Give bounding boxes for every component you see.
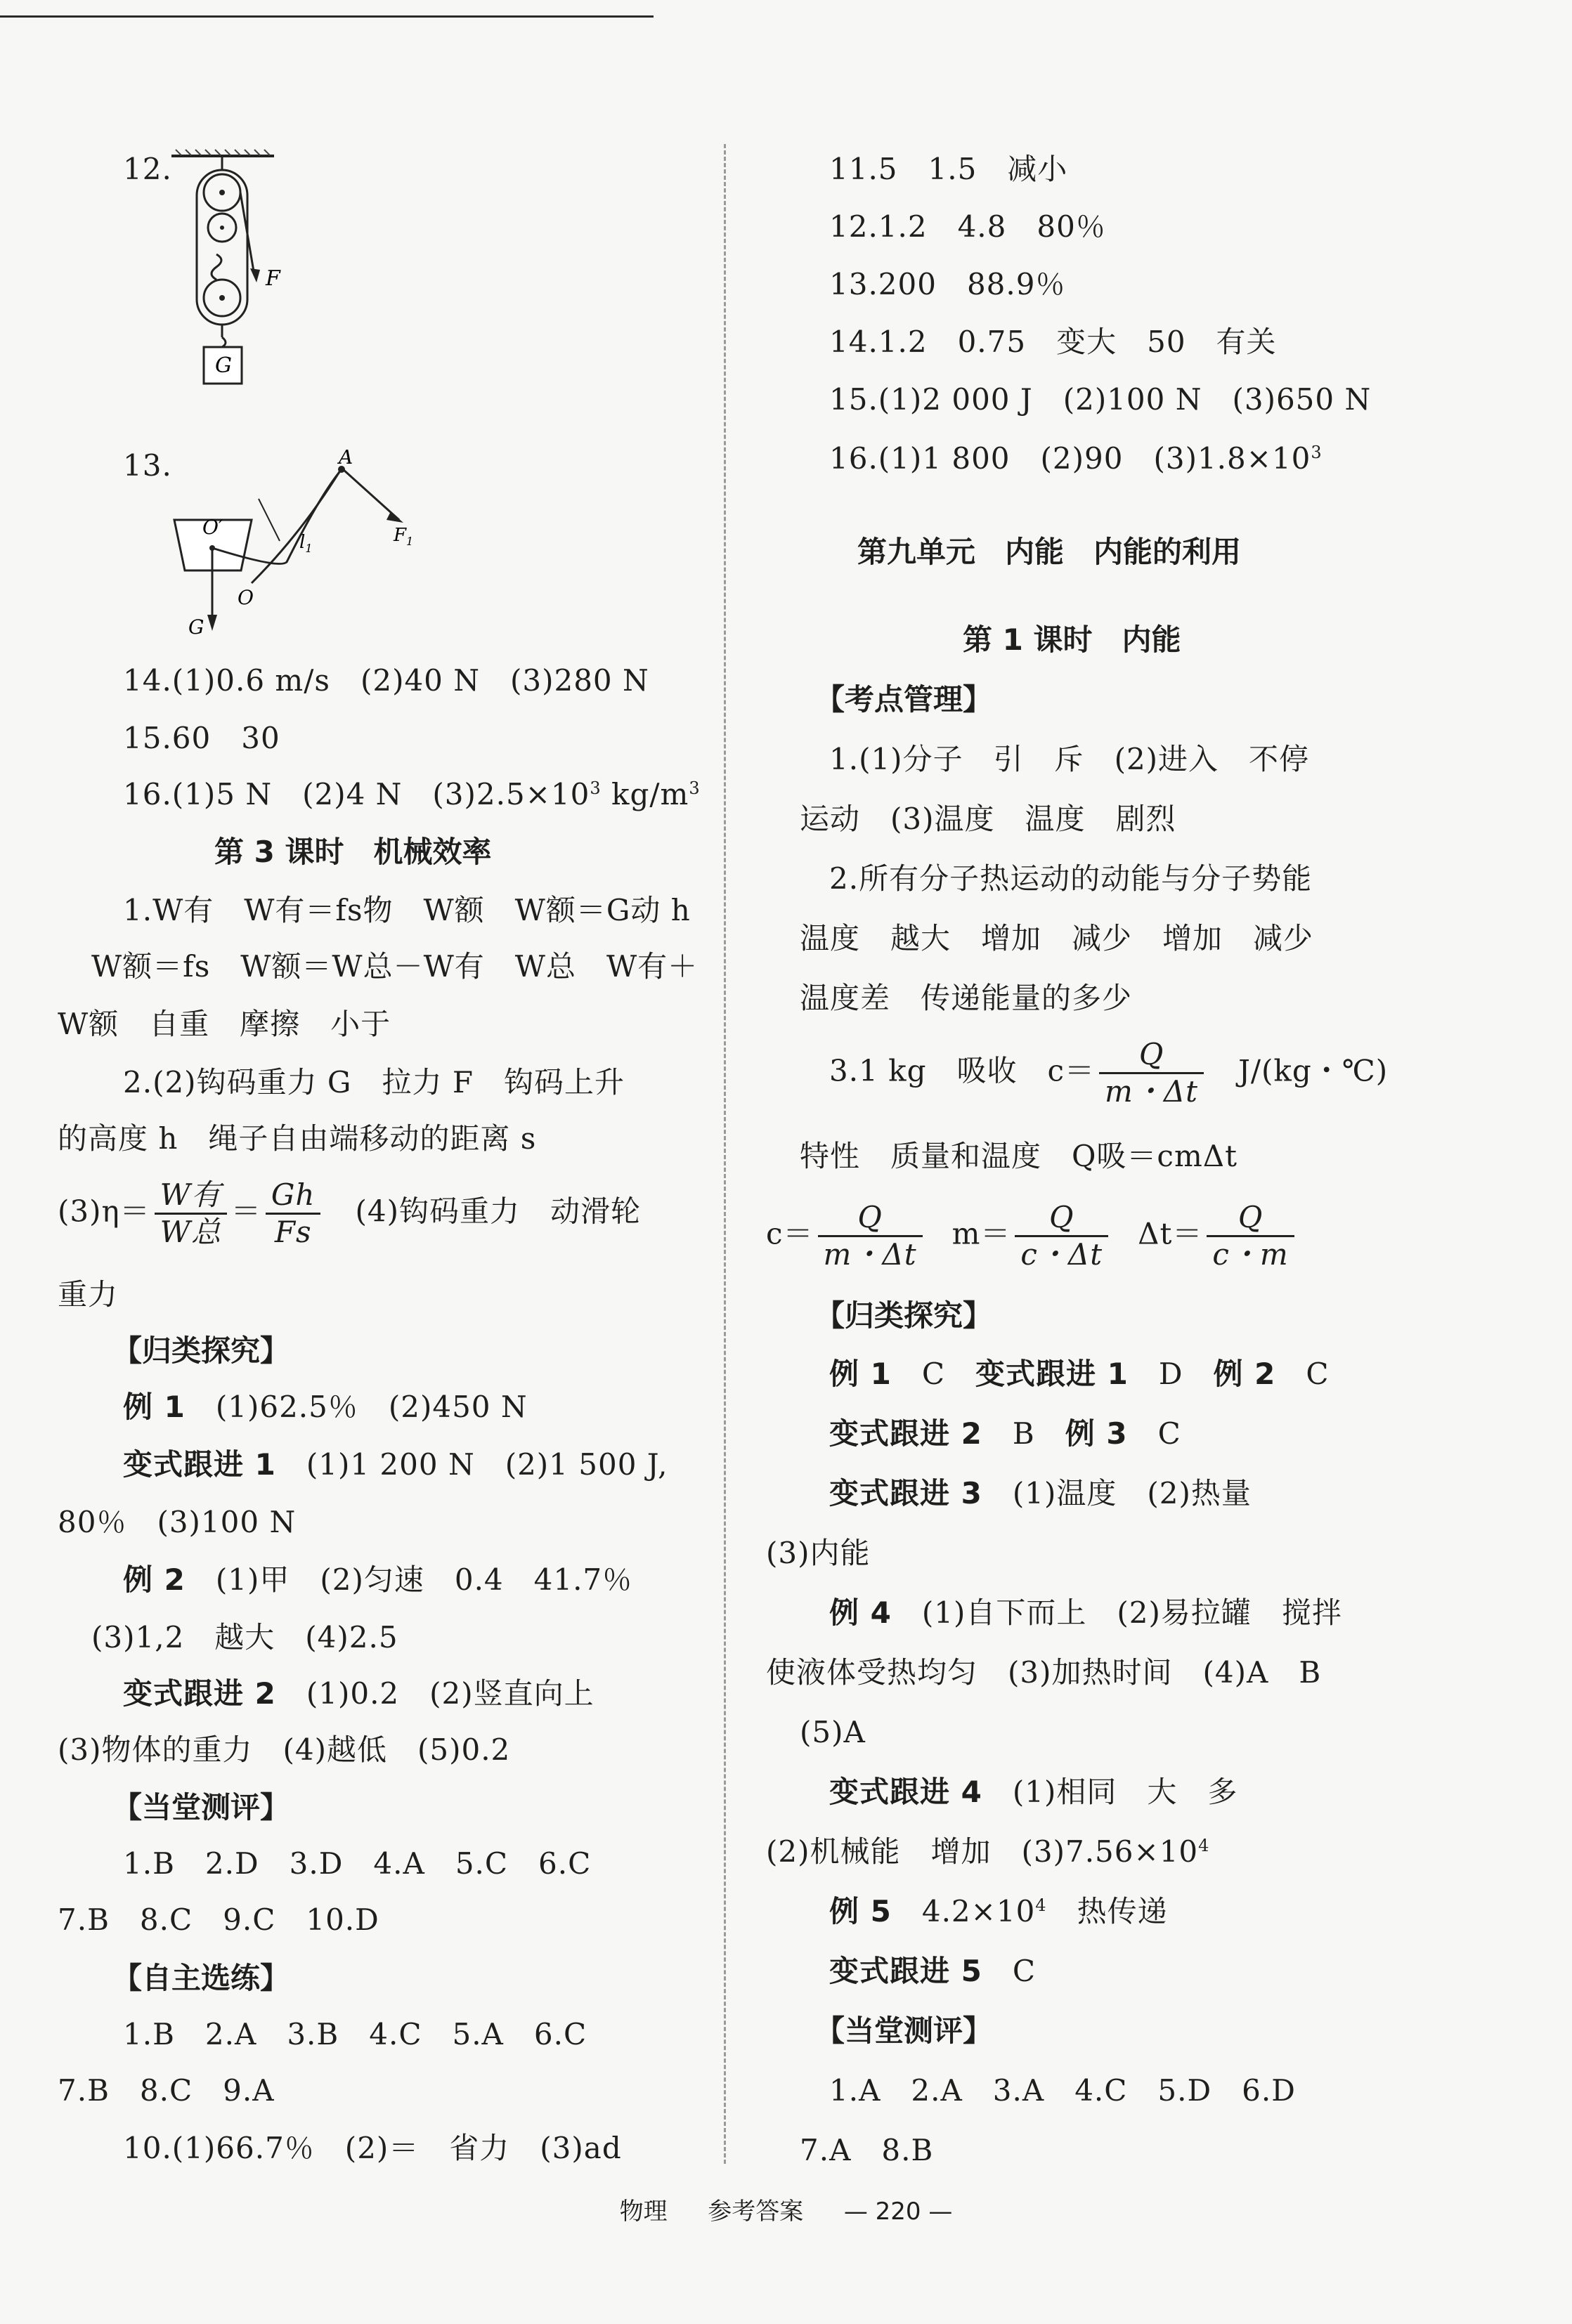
section-dangtang-right: 【当堂测评】 (815, 2013, 993, 2048)
q13-number: 13. (123, 448, 172, 483)
lever-diagram (167, 450, 448, 639)
formula-c: $\frac{Q}{m・\Delta t}$ (818, 1203, 923, 1269)
example-1: 例 1 (1)62.5％ (2)450 N (123, 1390, 528, 1424)
kd2-line1: 2.所有分子热运动的动能与分子势能 (829, 861, 1313, 896)
section-zizhu: 【自主选练】 (112, 1961, 290, 1995)
item2-line1: 2.(2)钩码重力 G 拉力 F 钩码上升 (123, 1065, 625, 1099)
page-number: — 220 — (843, 2198, 953, 2226)
variant-3-line2: (3)内能 (766, 1536, 871, 1570)
section-dangtang: 【当堂测评】 (112, 1790, 290, 1824)
kd1-line1: 1.(1)分子 引 斥 (2)进入 不停 (829, 742, 1310, 776)
pulley-force-label: F (266, 266, 280, 291)
variant-1: 变式跟进 1 (1)1 200 N (2)1 500 J, (123, 1447, 668, 1482)
section-guilei-right: 【归类探究】 (815, 1298, 993, 1333)
kd3-line1: 3.1 kg 吸收 c＝ $\frac{Q}{m・\Delta t}$ J/(kg・℃) (829, 1037, 1389, 1109)
unit-9-title: 第九单元 内能 内能的利用 (857, 535, 1242, 569)
footer-subject: 物理 (619, 2198, 668, 2226)
specific-heat-fraction: $\frac{Q}{m・\Delta t}$ (1099, 1040, 1204, 1106)
example-2-line2: (3)1,2 越大 (4)2.5 (91, 1620, 398, 1654)
item2-line4: 重力 (58, 1277, 119, 1312)
formula-m: $\frac{Q}{c・\Delta t}$ (1015, 1203, 1108, 1269)
kd3-formulas: c＝ $\frac{Q}{m・\Delta t}$ m＝ $\frac{Q}{c・\Delta t}$ Δt＝ $\frac{Q}{c・m}$ (766, 1203, 1299, 1269)
item1-line1: 1.W有 W有＝fs物 W额 W额＝G动 h (123, 893, 691, 927)
efficiency-fraction-2: $\frac{Gh}{Fs}$ (266, 1180, 321, 1247)
efficiency-fraction-1: $\frac{\text{W有}}{\text{W总}}$ (155, 1180, 227, 1247)
example-4-line2: 使液体受热均匀 (3)加热时间 (4)A B (766, 1655, 1322, 1690)
q15-answer: 15.60 30 (123, 721, 280, 755)
lever-label-g: G (188, 615, 204, 639)
q12-number: 12. (123, 152, 172, 186)
variant-2-line2: (3)物体的重力 (4)越低 (5)0.2 (58, 1732, 511, 1767)
variant-5: 变式跟进 5 C (829, 1954, 1036, 1988)
item1-line3: W额 自重 摩擦 小于 (58, 1007, 391, 1041)
section-guilei: 【归类探究】 (112, 1333, 290, 1368)
zizhu-line1: 1.B 2.A 3.B 4.C 5.A 6.C (123, 2017, 587, 2051)
item2-line3: (3)η＝ $\frac{\text{W有}}{\text{W总}}$ ＝ $\frac{Gh}{Fs}$ (4)钩码重力 动滑轮 (58, 1177, 641, 1249)
lever-label-l1: $l_1$ (299, 532, 313, 555)
column-divider (724, 144, 726, 2164)
dangtang-right-line1: 1.A 2.A 3.A 4.C 5.D 6.D (829, 2073, 1296, 2108)
variant-3: 变式跟进 3 (1)温度 (2)热量 (829, 1476, 1252, 1510)
kd2-line2: 温度 越大 增加 减少 增加 减少 (800, 921, 1314, 955)
variant-1-line2: 80％ (3)100 N (58, 1505, 297, 1539)
top-rule (0, 15, 654, 18)
item1-line2: W额＝fs W额＝W总－W有 W总 W有＋ (91, 949, 699, 984)
r16-answer: 16.(1)1 800 (2)90 $(3)1.8\times 10^3$ (829, 441, 1323, 476)
footer-section: 参考答案 (708, 2198, 804, 2226)
r15-answer: 15.(1)2 000 J (2)100 N (3)650 N (829, 382, 1372, 417)
q16-answer: 16.(1)5 N (2)4 N $(3)2.5\times 10^3$ $kg/m^3$ (123, 777, 701, 811)
example-5: 例 5 $4.2\times 10^4$ 热传递 (829, 1894, 1168, 1928)
pulley-diagram (162, 149, 316, 426)
page-footer (0, 2192, 1572, 2226)
guilei-line2: 变式跟进 2 B 例 3 C (829, 1416, 1181, 1451)
zizhu-line3: 10.(1)66.7％ (2)＝ 省力 (3)ad (123, 2131, 622, 2165)
item2-line2: 的高度 h 绳子自由端移动的距离 s (58, 1121, 537, 1156)
r13-answer: 13.200 88.9％ (829, 267, 1066, 301)
dangtang-right-line2: 7.A 8.B (800, 2133, 934, 2167)
r11-answer: 11.5 1.5 减小 (829, 152, 1068, 186)
lever-label-f1: $F_1$ (394, 525, 414, 548)
kd1-line2: 运动 (3)温度 温度 剧烈 (800, 802, 1176, 836)
lever-label-a: A (339, 450, 353, 469)
zizhu-line2: 7.B 8.C 9.A (58, 2073, 275, 2108)
formula-dt: $\frac{Q}{c・m}$ (1207, 1203, 1294, 1269)
dangtang-line1: 1.B 2.D 3.D 4.A 5.C 6.C (123, 1846, 592, 1881)
q14-answer: 14.(1)0.6 m/s (2)40 N (3)280 N (123, 663, 649, 698)
r12-answer: 12.1.2 4.8 80％ (829, 209, 1106, 244)
guilei-line1: 例 1 C 变式跟进 1 D 例 2 C (829, 1357, 1330, 1391)
pulley-weight-label: G (215, 353, 232, 378)
kd2-line3: 温度差 传递能量的多少 (800, 981, 1133, 1015)
variant-2: 变式跟进 2 (1)0.2 (2)竖直向上 (123, 1676, 595, 1711)
lever-label-o: O (238, 586, 254, 609)
r14-answer: 14.1.2 0.75 变大 50 有关 (829, 325, 1277, 359)
variant-4: 变式跟进 4 (1)相同 大 多 (829, 1775, 1238, 1809)
example-4: 例 4 (1)自下而上 (2)易拉罐 搅拌 (829, 1595, 1342, 1630)
section-kaodian: 【考点管理】 (815, 682, 993, 717)
lesson-3-title: 第 3 课时 机械效率 (214, 835, 492, 869)
dangtang-line2: 7.B 8.C 9.C 10.D (58, 1902, 379, 1937)
variant-4-line2: (2)机械能 增加 $(3)7.56\times 10^4$ (766, 1834, 1210, 1869)
kd3-line2: 特性 质量和温度 Q吸＝cmΔt (800, 1139, 1238, 1173)
lesson-1-title: 第 1 课时 内能 (963, 622, 1181, 657)
lever-label-o-prime: O′ (202, 516, 223, 539)
example-2: 例 2 (1)甲 (2)匀速 0.4 41.7％ (123, 1562, 633, 1597)
example-4-line3: (5)A (800, 1715, 866, 1749)
